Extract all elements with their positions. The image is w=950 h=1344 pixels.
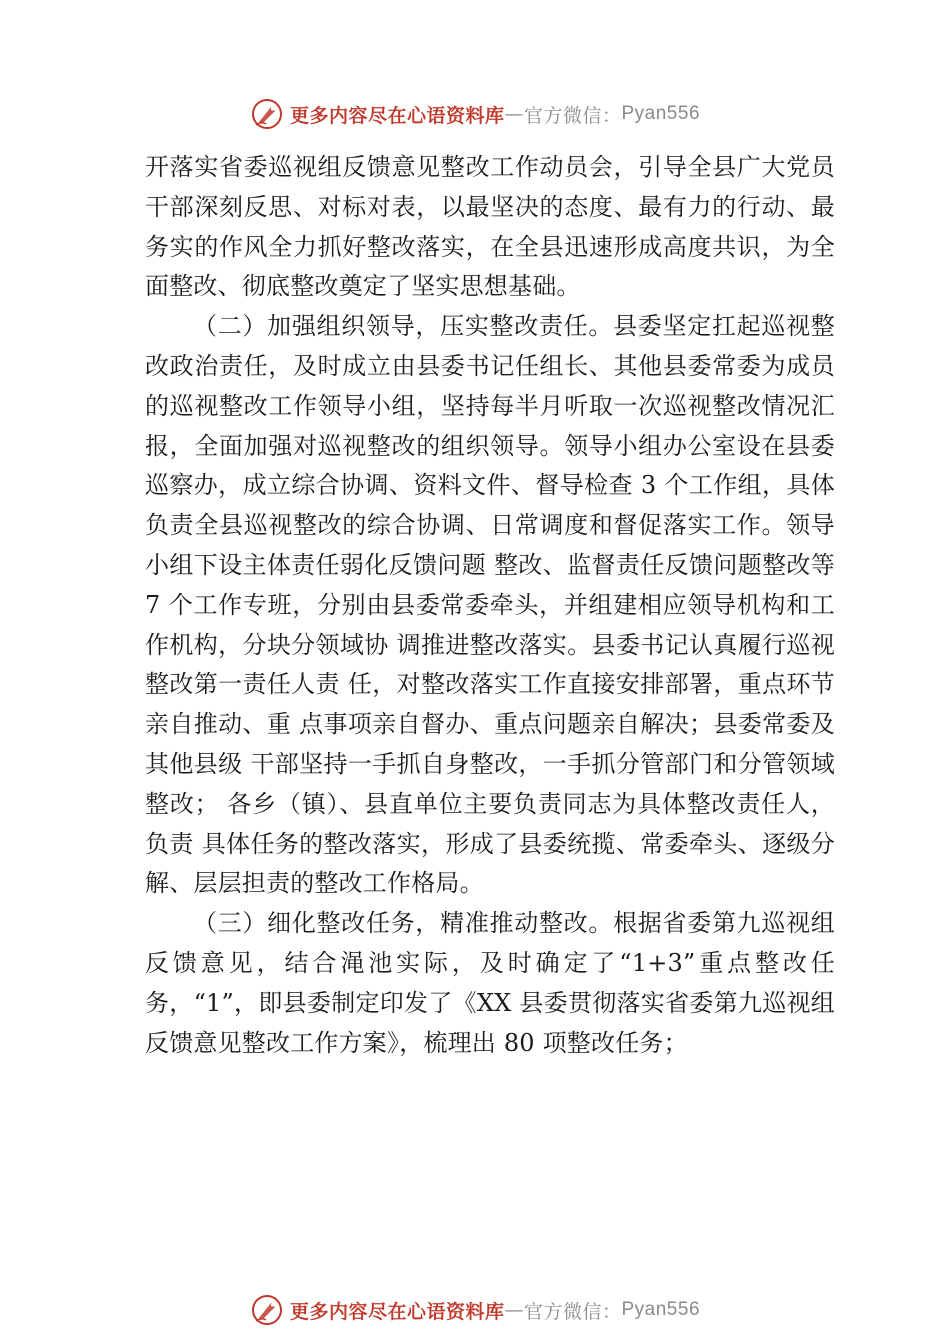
watermark-account-id: Pyan556 xyxy=(621,1299,701,1320)
watermark-channel: 官方微信： xyxy=(523,1300,622,1323)
paragraph-continued: 开落实省委巡视组反馈意见整改工作动员会，引导全县广大党员干部深刻反思、对标对表，以最坚决的态度、最有力的行动、最务实的作风全力抓好整改落实，在全县迅速形成高度共识，为全面整改、彻底整改奠定了坚实思想基础。 xyxy=(145,153,835,301)
footer-watermark xyxy=(0,1290,950,1330)
pen-nib-logo-icon xyxy=(250,1293,284,1327)
paragraph-section-three: （三）细化整改任务，精准推动整改。根据省委第九巡视组反馈意见，结合渑池实际，及时确定了“1+3”重点整改任务，“1”，即县委制定印发了《XX 县委贯彻落实省委第九巡视组反馈意见整改工作方案》，梳理出 80 项整改任务； xyxy=(145,909,835,1057)
document-body xyxy=(145,148,835,1063)
paragraph-section-two: （二）加强组织领导，压实整改责任。县委坚定扛起巡视整改政治责任，及时成立由县委书记任组长、其他县委常委为成员的巡视整改工作领导小组，坚持每半月听取一次巡视整改情况汇报，全面加强对巡视整改的组织领导。领导小组办公室设在县委巡察办，成立综合协调、资料文件、督导检查 3 个工作组，具体负责全县巡视整改的综合协调、日常调度和督促落实工作。领导小组下设主体责任弱化反馈问题 整改、监督责任反馈问题整改等 7 个工作专班，分别由县委常委牵头，并组建相应领导机构和工作机构，分块分领域协 调推进整改落实。县委书记认真履行巡视整改第一责任人责 任，对整改落实工作直接安排部署，重点环节亲自推动、重 点事项亲自督办、重点问题亲自解决；县委常委及其他县级 干部坚持一手抓自身整改，一手抓分管部门和分管领域整改； 各乡（镇）、县直单位主要负责同志为具体整改责任人，负责 具体任务的整改落实，形成了县委统揽、常委牵头、逐级分 解、层层担责的整改工作格局。 xyxy=(145,312,835,898)
watermark-channel: 官方微信： xyxy=(523,104,622,127)
header-watermark xyxy=(0,94,950,134)
watermark-brand: 更多内容尽在心语资料库 xyxy=(289,1300,505,1323)
watermark-separator: — xyxy=(504,1299,524,1321)
watermark-separator: — xyxy=(504,103,524,125)
watermark-account-id: Pyan556 xyxy=(621,103,701,124)
watermark-brand: 更多内容尽在心语资料库 xyxy=(289,104,505,127)
pen-nib-logo-icon xyxy=(250,97,284,131)
